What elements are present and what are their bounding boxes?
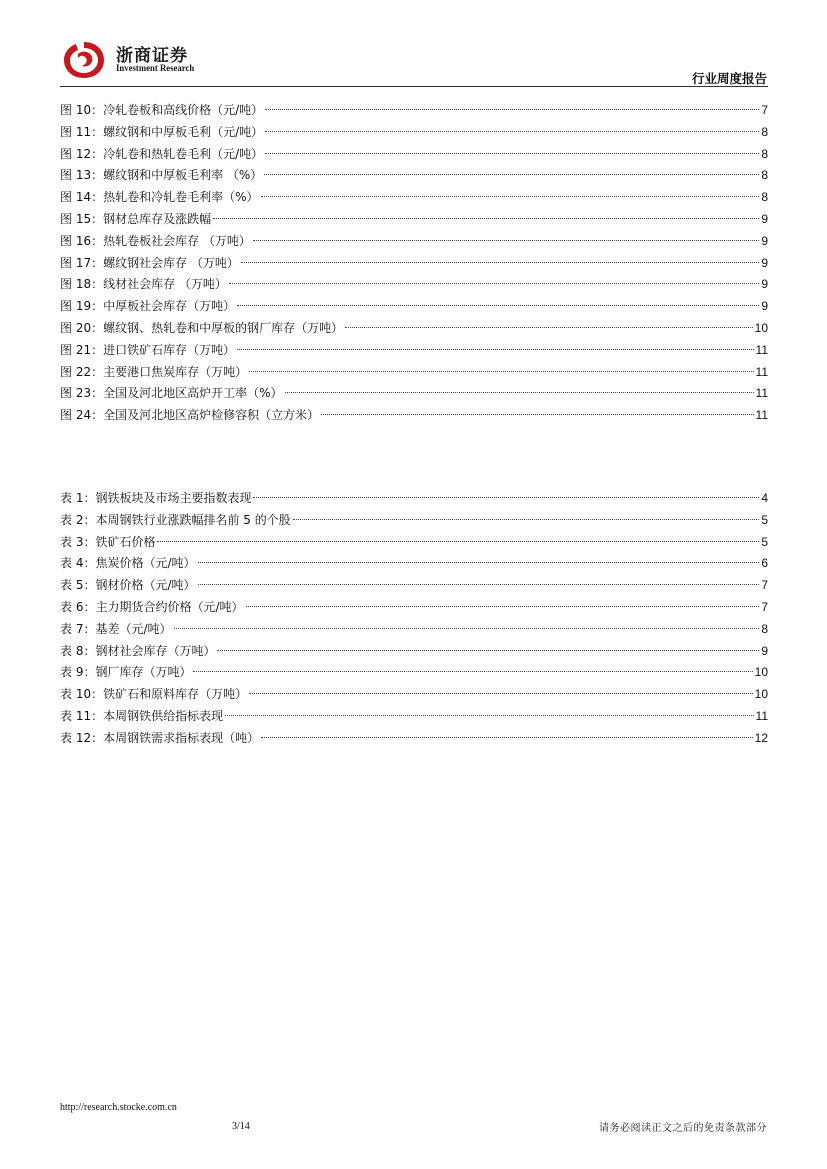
dot-leader [237, 305, 759, 306]
dot-leader [249, 371, 753, 372]
toc-label: 图 14：热轧卷和冷轧卷毛利率（%） [60, 190, 259, 205]
toc-row[interactable] [60, 340, 768, 362]
dot-leader [253, 240, 759, 241]
toc-page: 7 [761, 599, 768, 614]
toc-page: 9 [761, 299, 768, 314]
toc-label: 图 23：全国及河北地区高炉开工率（%） [60, 386, 283, 401]
toc-label: 表 4：焦炭价格（元/吨） [60, 556, 196, 571]
page-header [0, 0, 827, 90]
figure-list [60, 100, 768, 427]
toc-page: 10 [754, 687, 768, 702]
toc-page: 11 [755, 408, 768, 423]
toc-label: 图 19：中厚板社会库存（万吨） [60, 299, 236, 314]
toc-label: 表 7：基差（元/吨） [60, 621, 172, 636]
dot-leader [261, 737, 753, 738]
toc-page: 10 [754, 320, 768, 335]
page-number: 3/14 [232, 1121, 250, 1132]
toc-row[interactable] [60, 662, 768, 684]
dot-leader [198, 584, 760, 585]
toc-row[interactable] [60, 532, 768, 554]
toc-label: 图 13：螺纹钢和中厚板毛利率 （%） [60, 168, 263, 183]
toc-page: 9 [761, 233, 768, 248]
toc-page: 11 [755, 708, 768, 723]
toc-label: 图 16：热轧卷板社会库存 （万吨） [60, 233, 251, 248]
toc-label: 图 15：钢材总库存及涨跌幅 [60, 211, 212, 226]
toc-label: 表 1：钢铁板块及市场主要指数表现 [60, 491, 252, 505]
toc-label: 图 11：螺纹钢和中厚板毛利（元/吨） [60, 124, 264, 139]
dot-leader [345, 327, 753, 328]
dot-leader [237, 349, 753, 350]
toc-page: 9 [761, 277, 768, 292]
toc-label: 图 18：线材社会库存 （万吨） [60, 277, 227, 292]
dot-leader [229, 283, 759, 284]
dot-leader [293, 519, 760, 520]
toc-row[interactable] [60, 597, 768, 619]
table-list [60, 488, 768, 750]
toc-row[interactable] [60, 209, 768, 231]
toc-page: 10 [754, 665, 768, 680]
footer-disclaimer: 请务必阅读正文之后的免责条款部分 [599, 1123, 767, 1134]
toc-row[interactable] [60, 684, 768, 706]
dot-leader [264, 174, 759, 175]
toc-label: 表 10：铁矿石和原料库存（万吨） [60, 687, 248, 702]
toc-page: 8 [761, 190, 768, 205]
toc-page: 6 [761, 556, 768, 571]
toc-row[interactable] [60, 488, 768, 510]
toc-row[interactable] [60, 296, 768, 318]
toc-row[interactable] [60, 231, 768, 253]
toc-label: 图 17：螺纹钢社会库存 （万吨） [60, 255, 239, 270]
dot-leader [213, 218, 759, 219]
toc-row[interactable] [60, 144, 768, 166]
logo-icon [62, 40, 106, 80]
toc-row[interactable] [60, 405, 768, 427]
header-divider [60, 86, 768, 87]
toc-label: 图 12：冷轧卷和热轧卷毛利（元/吨） [60, 146, 264, 161]
brand-subtitle: Investment Research [116, 64, 195, 74]
toc-page: 9 [761, 211, 768, 226]
toc-row[interactable] [60, 362, 768, 384]
dot-leader [321, 414, 753, 415]
dot-leader [265, 131, 759, 132]
dot-leader [285, 392, 754, 393]
toc-label: 表 8：钢材社会库存（万吨） [60, 643, 216, 658]
toc-label: 表 12：本周钢铁需求指标表现（吨） [60, 730, 260, 745]
report-type: 行业周度报告 [691, 71, 767, 86]
dot-leader [225, 715, 753, 716]
toc-page: 8 [761, 124, 768, 139]
dot-leader [265, 153, 759, 154]
toc-row[interactable] [60, 383, 768, 405]
toc-row[interactable] [60, 253, 768, 275]
toc-row[interactable] [60, 641, 768, 663]
dot-leader [246, 606, 760, 607]
toc-page: 5 [761, 534, 768, 549]
toc-page: 5 [761, 512, 768, 527]
brand-name: 浙商证券 [116, 46, 188, 66]
toc-label: 图 20：螺纹钢、热轧卷和中厚板的钢厂库存（万吨） [60, 320, 344, 335]
toc-label: 图 22：主要港口焦炭库存（万吨） [60, 364, 248, 379]
dot-leader [249, 693, 753, 694]
footer-url[interactable]: http://research.stocke.com.cn [60, 1102, 177, 1113]
toc-page: 9 [761, 255, 768, 270]
dot-leader [253, 497, 759, 498]
toc-label: 表 6：主力期货合约价格（元/吨） [60, 599, 244, 614]
dot-leader [261, 196, 760, 197]
toc-row[interactable] [60, 274, 768, 296]
toc-label: 表 2：本周钢铁行业涨跌幅排名前 5 的个股 [60, 512, 291, 527]
toc-label: 图 24：全国及河北地区高炉检修容积（立方米） [60, 408, 320, 423]
toc-row[interactable] [60, 100, 768, 122]
toc-page: 12 [754, 730, 768, 745]
toc-row[interactable] [60, 706, 768, 728]
toc-label: 图 10：冷轧卷板和高线价格（元/吨） [60, 103, 264, 117]
toc-label: 表 11：本周钢铁供给指标表现 [60, 708, 224, 723]
toc-row[interactable] [60, 122, 768, 144]
dot-leader [241, 262, 759, 263]
toc-row[interactable] [60, 619, 768, 641]
toc-page: 8 [761, 146, 768, 161]
toc-row[interactable] [60, 318, 768, 340]
toc-label: 表 5：钢材价格（元/吨） [60, 578, 196, 593]
dot-leader [193, 671, 752, 672]
dot-leader [265, 109, 759, 110]
dot-leader [157, 541, 759, 542]
toc-page: 4 [761, 491, 768, 505]
toc-row[interactable] [60, 575, 768, 597]
toc-row[interactable] [60, 728, 768, 750]
toc-page: 11 [755, 364, 768, 379]
dot-leader [174, 628, 760, 629]
toc-label: 图 21：进口铁矿石库存（万吨） [60, 342, 236, 357]
toc-page: 7 [761, 103, 768, 117]
toc-page: 9 [761, 643, 768, 658]
toc-row[interactable] [60, 510, 768, 532]
toc-row[interactable] [60, 553, 768, 575]
dot-leader [217, 650, 759, 651]
toc-page: 11 [755, 386, 768, 401]
toc-row[interactable] [60, 187, 768, 209]
toc-row[interactable] [60, 165, 768, 187]
toc-label: 表 9：钢厂库存（万吨） [60, 665, 192, 680]
toc-label: 表 3：铁矿石价格 [60, 534, 156, 549]
toc-page: 8 [761, 168, 768, 183]
dot-leader [198, 562, 760, 563]
toc-page: 8 [761, 621, 768, 636]
toc-page: 11 [755, 342, 768, 357]
toc-page: 7 [761, 578, 768, 593]
